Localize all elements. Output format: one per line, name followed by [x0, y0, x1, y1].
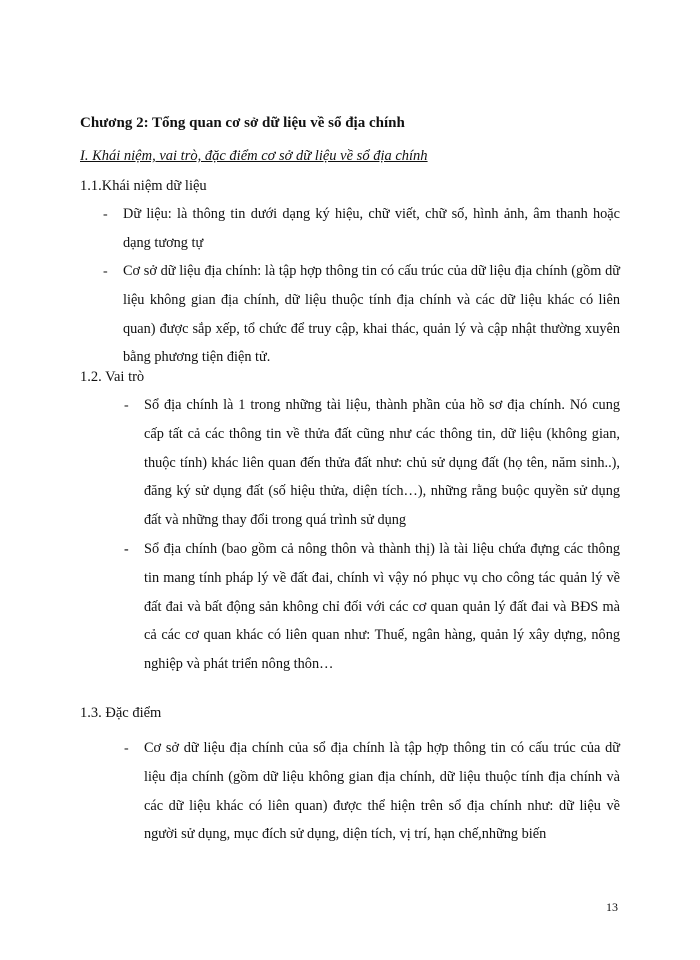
bullet-text: Sổ địa chính là 1 trong những tài liệu, thành phần của hồ sơ địa chính. Nó cung cấp tất cả các thông tin về thửa đất cũng như các thông tin, dữ liệu (không gian, thuộc tính) khác liên quan đến thửa đất như: chủ sử dụng đất (họ tên, năm sinh..), đăng ký sử dụng đất (số hiệu thửa, diện tích…), những rằng buộc quyền sử dụng đất và những thay đổi trong quá trình sử dụng [144, 397, 620, 529]
bullet-marker: - [103, 207, 108, 222]
subsection-heading-1-3: 1.3. Đặc điểm [80, 705, 162, 721]
subsection-heading-1-1: 1.1.Khái niệm dữ liệu [80, 178, 207, 194]
bullet-marker: - [124, 741, 129, 756]
chapter-title: Chương 2: Tổng quan cơ sở dữ liệu về sổ địa chính [80, 115, 405, 131]
bullet-text: Sổ địa chính (bao gồm cả nông thôn và thành thị) là tài liệu chứa đựng các thông tin mang tính pháp lý về đất đai, chính vì vậy nó phục vụ cho công tác quản lý về đất đai và bất động sản không chỉ đối với các cơ quan quản lý đất đai và BĐS mà cả các cơ quan khác có liên quan như: Thuế, ngân hàng, quản lý xây dựng, nông nghiệp và phát triển nông thôn… [144, 541, 620, 673]
bullet-marker: - [103, 264, 108, 279]
bullet-text: Cơ sở dữ liệu địa chính: là tập hợp thông tin có cấu trúc của dữ liệu địa chính (gồm dữ liệu không gian địa chính, dữ liệu thuộc tính địa chính và các dữ liệu khác có liên quan) được sắp xếp, tổ chức để truy cập, khai thác, quản lý và cập nhật thường xuyên bằng phương tiện điện tử. [123, 263, 620, 366]
bullet-marker: - [124, 398, 129, 413]
page-number: 13 [606, 900, 618, 914]
section-title: I. Khái niệm, vai trò, đặc điểm cơ sở dữ liệu về sổ địa chính [80, 148, 428, 164]
bullet-text: Cơ sở dữ liệu địa chính của sổ địa chính là tập hợp thông tin có cấu trúc của dữ liệu địa chính (gồm dữ liệu không gian địa chính, dữ liệu thuộc tính địa chính và các dữ liệu khác có liên quan) được thể hiện trên sổ địa chính như: dữ liệu về người sử dụng, mục đích sử dụng, diện tích, vị trí, hạn chế,những biến [144, 740, 620, 843]
subsection-heading-1-2: 1.2. Vai trò [80, 369, 145, 385]
bullet-marker: - [124, 542, 129, 557]
bullet-text: Dữ liệu: là thông tin dưới dạng ký hiệu, chữ viết, chữ số, hình ảnh, âm thanh hoặc dạng tương tự [123, 206, 620, 251]
